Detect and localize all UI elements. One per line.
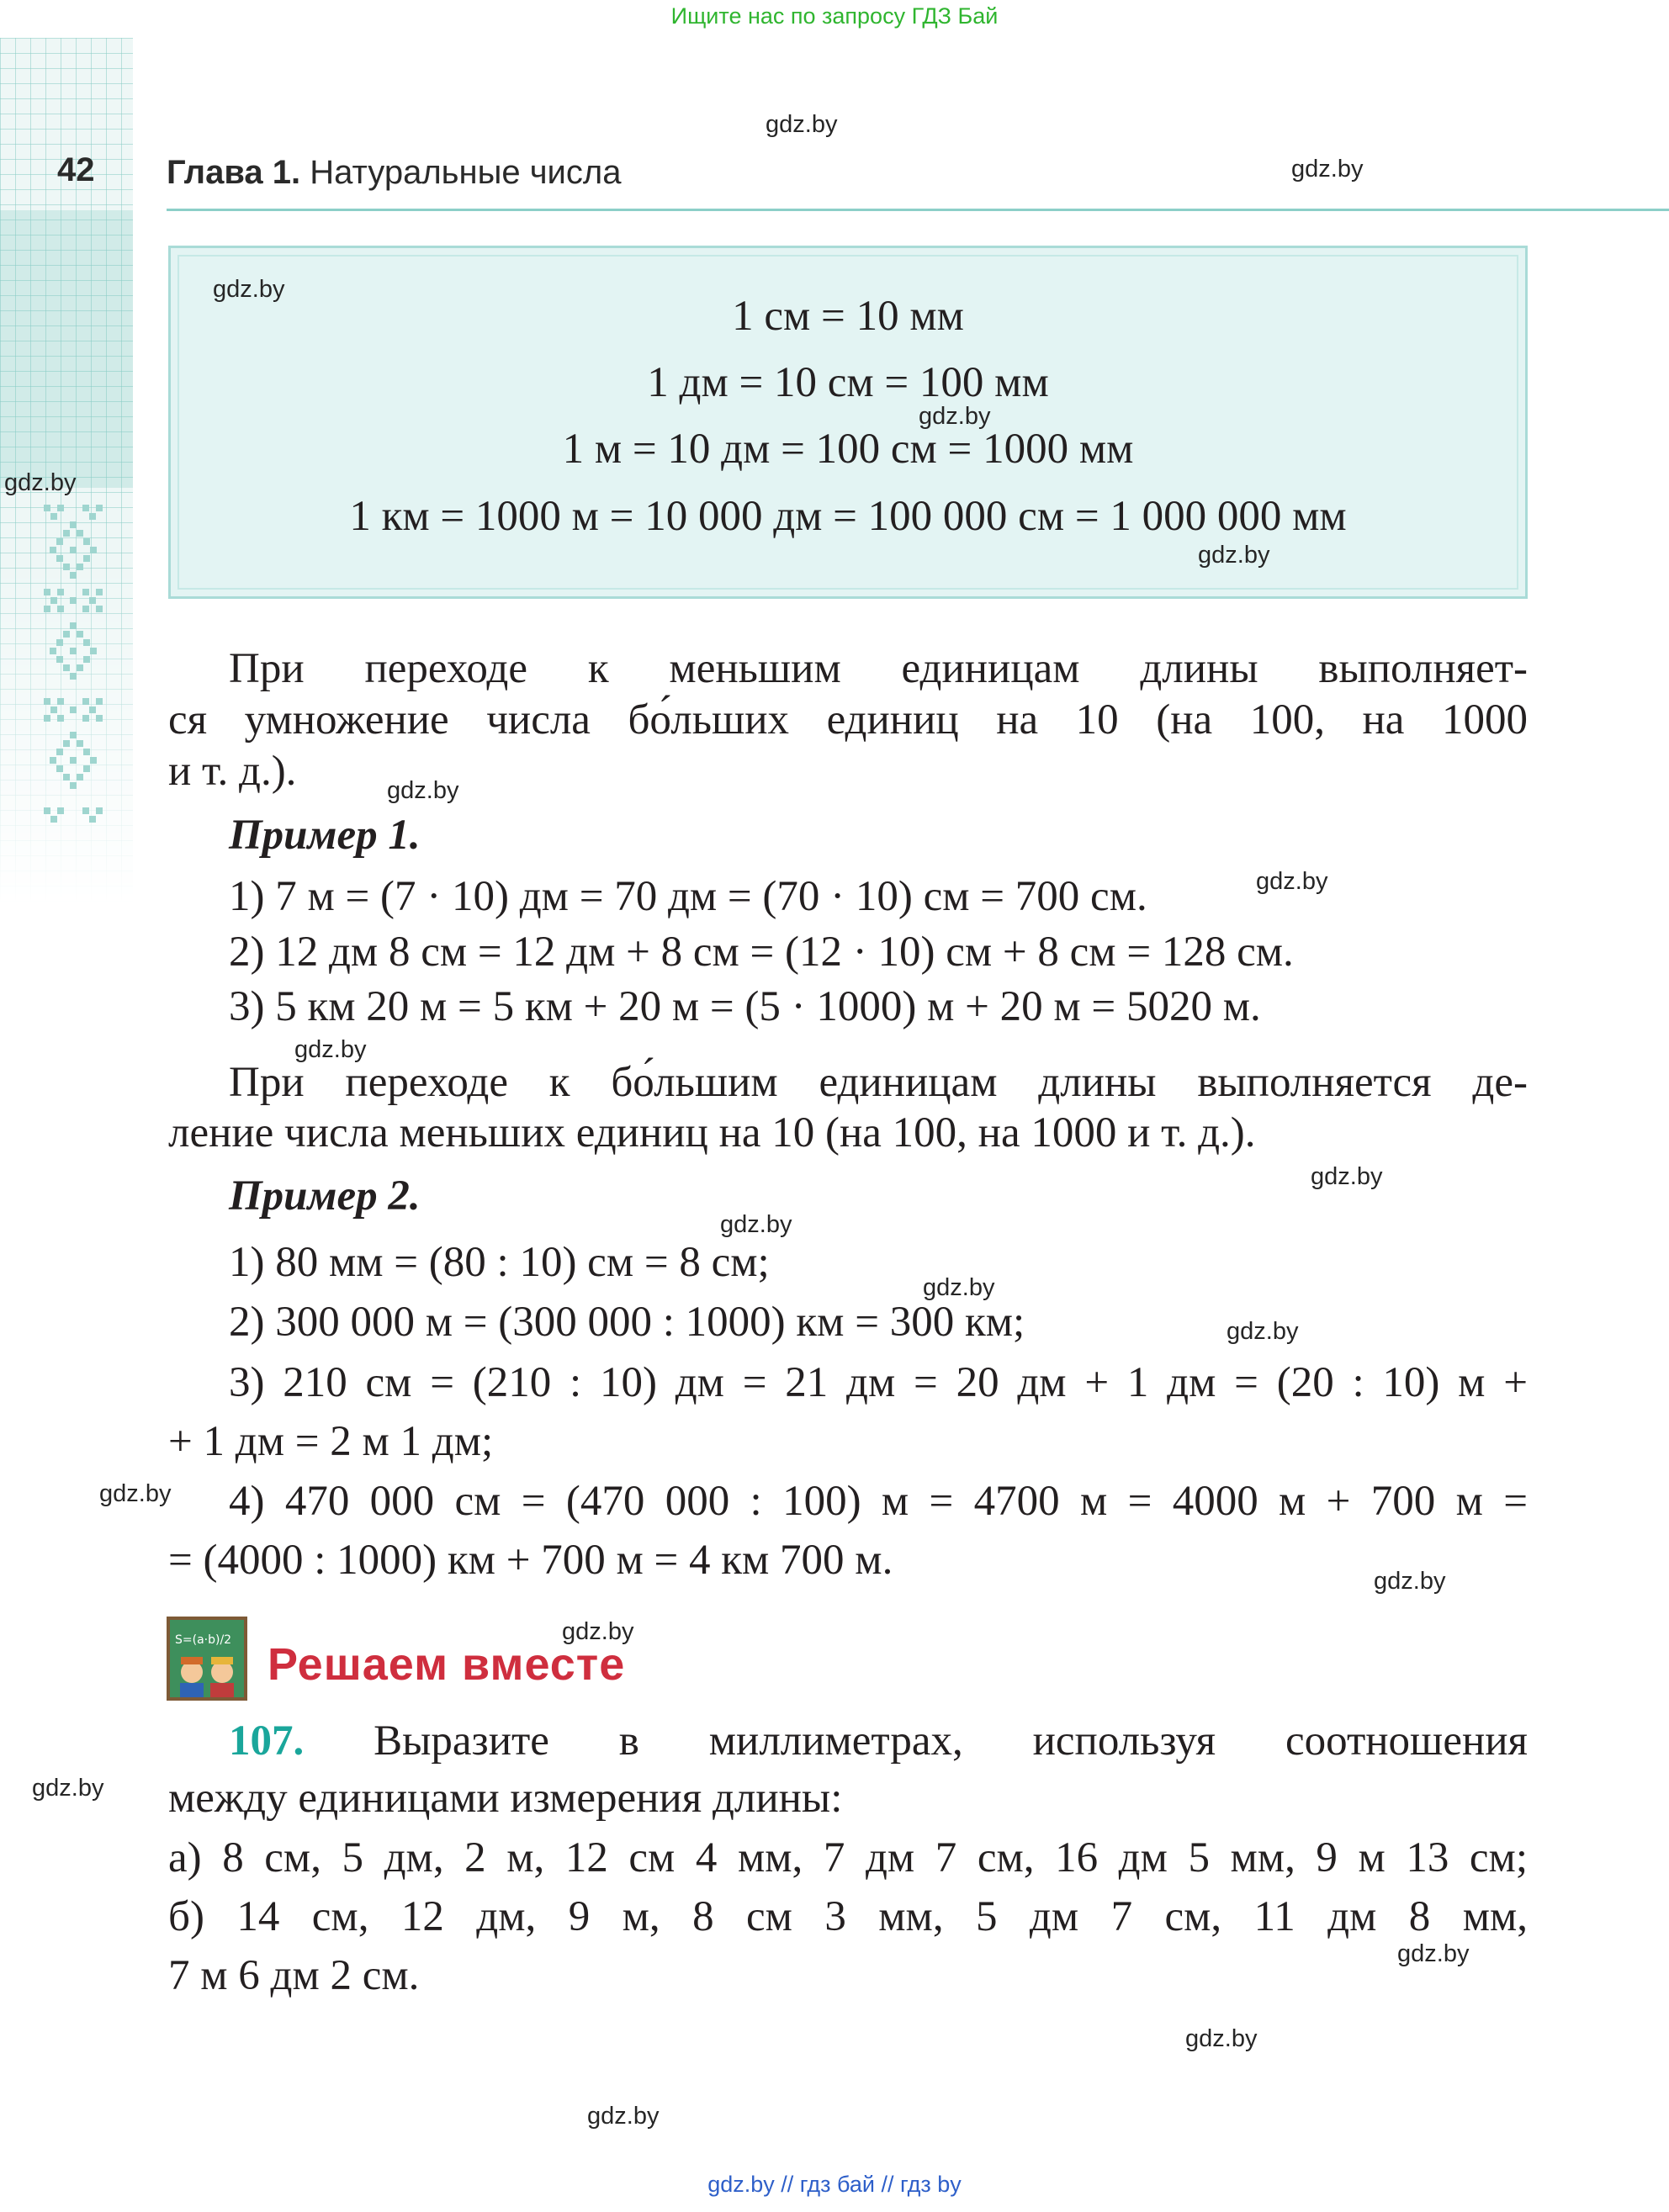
watermark: gdz.by — [1198, 542, 1270, 569]
unit-line-m: 1 м = 10 дм = 100 см = 1000 мм — [562, 426, 1134, 473]
watermark: gdz.by — [919, 403, 991, 430]
classroom-icon — [167, 1617, 247, 1701]
paragraph1-line3: и т. д.). — [168, 748, 297, 795]
watermark: gdz.by — [562, 1618, 634, 1645]
watermark: gdz.by — [213, 276, 285, 303]
task-number: 107. — [229, 1717, 305, 1765]
watermark: gdz.by — [1397, 1940, 1470, 1967]
unit-line-km: 1 км = 1000 м = 10 000 дм = 100 000 см = 1 000 000 мм — [349, 493, 1347, 540]
bottom-banner[interactable]: gdz.by // гдз бай // гдз by — [707, 2172, 962, 2197]
paragraph1-line2: ся умножение числа бо́льших единиц на 10 (на 100, на 1000 — [168, 696, 1528, 744]
chapter-title — [167, 154, 621, 192]
task-intro-line2: между единицами измерения длины: — [168, 1775, 843, 1822]
task-item-a: а) 8 см, 5 дм, 2 м, 12 см 4 мм, 7 дм 7 см, 16 дм 5 мм, 9 м 13 см; — [168, 1834, 1528, 1881]
ornament-icon — [44, 505, 103, 892]
watermark: gdz.by — [1291, 156, 1364, 183]
watermark: gdz.by — [4, 469, 77, 496]
chapter-label: Глава 1. — [167, 154, 301, 191]
watermark: gdz.by — [32, 1775, 104, 1802]
watermark: gdz.by — [720, 1211, 792, 1238]
watermark: gdz.by — [766, 111, 838, 138]
example1-line1: 1) 7 м = (7 · 10) дм = 70 дм = (70 · 10) см = 700 см. — [229, 873, 1147, 920]
example2-line5: 4) 470 000 см = (470 000 : 100) м = 4700 м = 4000 м + 700 м = — [229, 1478, 1528, 1525]
svg-text:S=(a·b)/2: S=(a·b)/2 — [175, 1633, 232, 1647]
example1-line3: 3) 5 км 20 м = 5 км + 20 м = (5 · 1000) м + 20 м = 5020 м. — [229, 983, 1261, 1030]
paragraph2-line2: ление числа меньших единиц на 10 (на 100, на 1000 и т. д.). — [168, 1109, 1256, 1156]
example2-title: Пример 2. — [229, 1172, 421, 1220]
watermark: gdz.by — [1374, 1568, 1446, 1595]
chapter-name: Натуральные числа — [310, 154, 622, 191]
header-rule — [167, 209, 1669, 211]
watermark: gdz.by — [387, 777, 459, 804]
watermark: gdz.by — [294, 1036, 367, 1063]
task-item-b: б) 14 см, 12 дм, 9 м, 8 см 3 мм, 5 дм 7 см, 11 дм 8 мм, — [168, 1893, 1528, 1940]
watermark: gdz.by — [99, 1480, 172, 1507]
example2-line2: 2) 300 000 м = (300 000 : 1000) км = 300 км; — [229, 1299, 1025, 1346]
paragraph1-line1: При переходе к меньшим единицам длины выполняет- — [229, 645, 1528, 692]
watermark: gdz.by — [1185, 2025, 1258, 2052]
unit-line-cm: 1 см = 10 мм — [732, 293, 964, 340]
task-intro-line — [229, 1716, 1528, 1767]
watermark: gdz.by — [587, 2103, 660, 2130]
watermark: gdz.by — [1311, 1163, 1383, 1190]
paragraph2-line1: При переходе к бо́льшим единицам длины выполняется де- — [229, 1059, 1528, 1106]
page-number: 42 — [57, 151, 95, 188]
example1-line2: 2) 12 дм 8 см = 12 дм + 8 см = (12 · 10) см + 8 см = 128 см. — [229, 929, 1294, 976]
section-title: Решаем вместе — [268, 1639, 626, 1690]
classroom-illustration — [170, 1620, 244, 1697]
example2-line3: 3) 210 см = (210 : 10) дм = 21 дм = 20 дм + 1 дм = (20 : 10) м + — [229, 1359, 1528, 1406]
example2-line1: 1) 80 мм = (80 : 10) см = 8 см; — [229, 1239, 770, 1286]
watermark: gdz.by — [1227, 1318, 1299, 1345]
top-banner[interactable]: Ищите нас по запросу ГДЗ Бай — [670, 3, 999, 29]
example1-title: Пример 1. — [229, 812, 421, 859]
watermark: gdz.by — [1256, 868, 1328, 895]
task-intro: Выразите в миллиметрах, используя соотношения — [374, 1717, 1528, 1765]
units-box — [168, 246, 1528, 599]
example2-line6: = (4000 : 1000) км + 700 м = 4 км 700 м. — [168, 1537, 893, 1584]
unit-line-dm: 1 дм = 10 см = 100 мм — [647, 359, 1049, 406]
side-grid-highlight — [0, 210, 133, 488]
example2-line4: + 1 дм = 2 м 1 дм; — [168, 1418, 494, 1465]
watermark: gdz.by — [923, 1274, 995, 1301]
task-item-b-cont: 7 м 6 дм 2 см. — [168, 1952, 420, 1999]
